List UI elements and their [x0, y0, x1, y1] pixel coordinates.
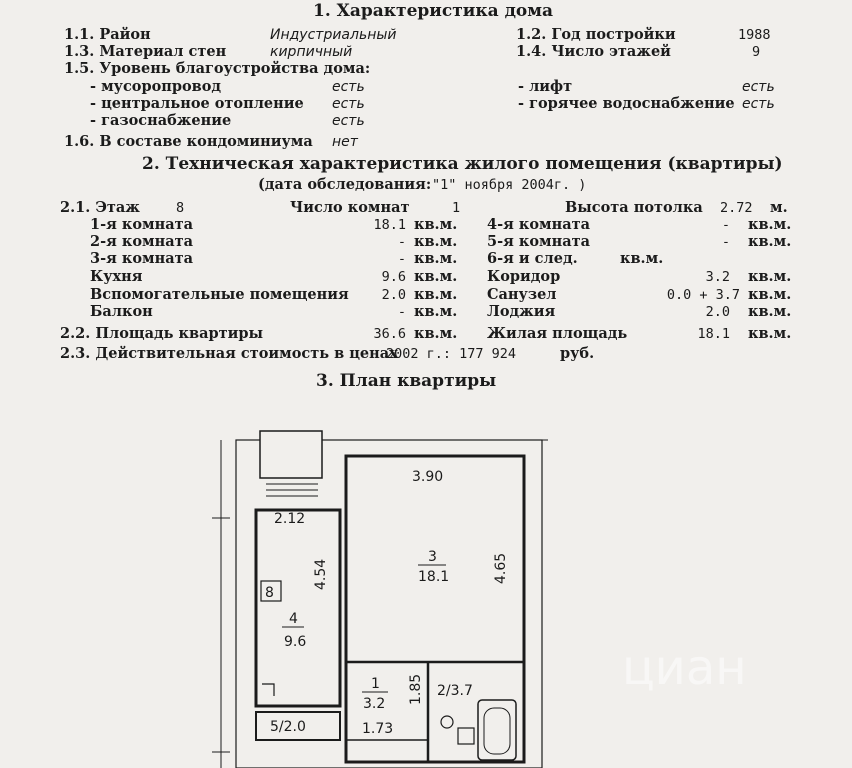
unit: кв.м.	[414, 268, 458, 285]
plan-bath-label: 2/3.7	[437, 683, 473, 699]
unit: кв.м.	[748, 216, 792, 233]
amenity-value: есть	[742, 79, 775, 95]
amenity-label: - горячее водоснабжение	[518, 95, 735, 112]
room3-value: -	[397, 251, 406, 267]
room5-label: 5-я комната	[487, 233, 590, 250]
amenity-value: есть	[332, 113, 365, 129]
plan-dim-top: 3.90	[412, 469, 444, 485]
amenities-label: 1.5. Уровень благоустройства дома:	[64, 60, 371, 77]
unit: кв.м.	[414, 286, 458, 303]
floors-value: 9	[752, 44, 761, 60]
unit: кв.м.	[748, 268, 792, 285]
cost-value: 2002 г.: 177 924	[386, 346, 517, 362]
survey-date: "1" ноября 2004г. )	[432, 177, 587, 193]
plan-room1-area: 3.2	[363, 696, 386, 712]
bath-value: 0.0 + 3.7	[666, 287, 740, 303]
rooms-count-value: 1	[452, 200, 461, 216]
unit: кв.м.	[414, 250, 458, 267]
year-value: 1988	[738, 27, 771, 43]
unit: кв.м.	[414, 233, 458, 250]
unit: кв.м.	[620, 250, 664, 267]
plan-room3-number: 3	[428, 549, 437, 565]
area-label: 2.2. Площадь квартиры	[60, 325, 264, 342]
condo-label: 1.6. В составе кондоминиума	[64, 133, 313, 150]
plan-loggia-label: 5/2.0	[270, 719, 306, 735]
room1-label: 1-я комната	[90, 216, 193, 233]
plan-dim-173: 1.73	[362, 721, 394, 737]
plan-room3-walls	[346, 456, 524, 762]
condo-value: нет	[332, 134, 358, 150]
living-label: Жилая площадь	[487, 325, 628, 342]
unit: кв.м.	[748, 325, 792, 342]
amenity-label: - центральное отопление	[90, 95, 304, 112]
plan-dim-212: 2.12	[274, 511, 306, 527]
aux-label: Вспомогательные помещения	[90, 286, 349, 303]
room2-label: 2-я комната	[90, 233, 193, 250]
room4-value: -	[721, 217, 730, 233]
unit: кв.м.	[414, 303, 458, 320]
plan-room4-area: 9.6	[284, 634, 307, 650]
rooms-count-label: Число комнат	[290, 199, 410, 216]
ceiling-value: 2.72	[720, 200, 753, 216]
plan-room1-number: 1	[371, 676, 380, 692]
loggia-label: Лоджия	[487, 303, 556, 320]
area-value: 36.6	[373, 326, 406, 342]
walls-label: 1.3. Материал стен	[64, 43, 227, 60]
room2-value: -	[397, 234, 406, 250]
amenity-label: - лифт	[518, 78, 573, 95]
survey-prefix: (дата обследования:	[258, 176, 432, 193]
watermark-logo: циан	[622, 640, 747, 696]
bath-label: Санузел	[487, 286, 557, 303]
amenity-value: есть	[332, 79, 365, 95]
section1-title: 1. Характеристика дома	[313, 1, 554, 21]
cost-unit: руб.	[560, 345, 595, 362]
plan-kitchen-walls	[256, 510, 340, 706]
corridor-label: Коридор	[487, 268, 561, 285]
plan-room4-number: 4	[289, 611, 298, 627]
kitchen-label: Кухня	[90, 268, 143, 285]
unit: кв.м.	[414, 325, 458, 342]
floor-label: 2.1. Этаж	[60, 199, 140, 216]
amenity-value: есть	[332, 96, 365, 112]
balcony-value: -	[397, 304, 406, 320]
living-value: 18.1	[697, 326, 730, 342]
room5-value: -	[721, 234, 730, 250]
unit: кв.м.	[748, 303, 792, 320]
plan-dim-185: 1.85	[408, 673, 424, 705]
plan-corner-mark	[262, 684, 274, 696]
plan-room3-area: 18.1	[418, 569, 450, 585]
kitchen-value: 9.6	[381, 269, 406, 285]
unit: кв.м.	[748, 233, 792, 250]
walls-value: кирпичный	[270, 44, 353, 60]
amenity-label: - мусоропровод	[90, 78, 222, 95]
ceiling-unit: м.	[770, 199, 788, 216]
room3-label: 3-я комната	[90, 250, 193, 267]
floors-label: 1.4. Число этажей	[516, 43, 671, 60]
plan-dim-465: 4.65	[493, 552, 509, 584]
section3-title: 3. План квартиры	[316, 371, 497, 391]
district-label: 1.1. Район	[64, 26, 151, 43]
loggia-value: 2.0	[705, 304, 730, 320]
room4-label: 4-я комната	[487, 216, 590, 233]
cost-label: 2.3. Действительная стоимость в ценах	[60, 345, 398, 362]
plan-toilet	[458, 728, 474, 744]
plan-sink	[441, 716, 453, 728]
balcony-label: Балкон	[90, 303, 153, 320]
floor-value: 8	[176, 200, 185, 216]
plan-floor-number: 8	[265, 585, 274, 601]
year-label: 1.2. Год постройки	[516, 26, 676, 43]
district-value: Индустриальный	[270, 27, 397, 43]
unit: кв.м.	[748, 286, 792, 303]
section2-title: 2. Техническая характеристика жилого помещения (квартиры)	[142, 154, 783, 174]
plan-shaft	[260, 431, 322, 478]
corridor-value: 3.2	[705, 269, 730, 285]
ceiling-label: Высота потолка	[565, 199, 703, 216]
amenity-label: - газоснабжение	[90, 112, 232, 129]
room6-label: 6-я и след.	[487, 250, 578, 267]
aux-value: 2.0	[381, 287, 406, 303]
plan-dim-454: 4.54	[313, 558, 329, 590]
plan-bathtub-inner	[484, 708, 510, 754]
amenity-value: есть	[742, 96, 775, 112]
unit: кв.м.	[414, 216, 458, 233]
room1-value: 18.1	[373, 217, 406, 233]
